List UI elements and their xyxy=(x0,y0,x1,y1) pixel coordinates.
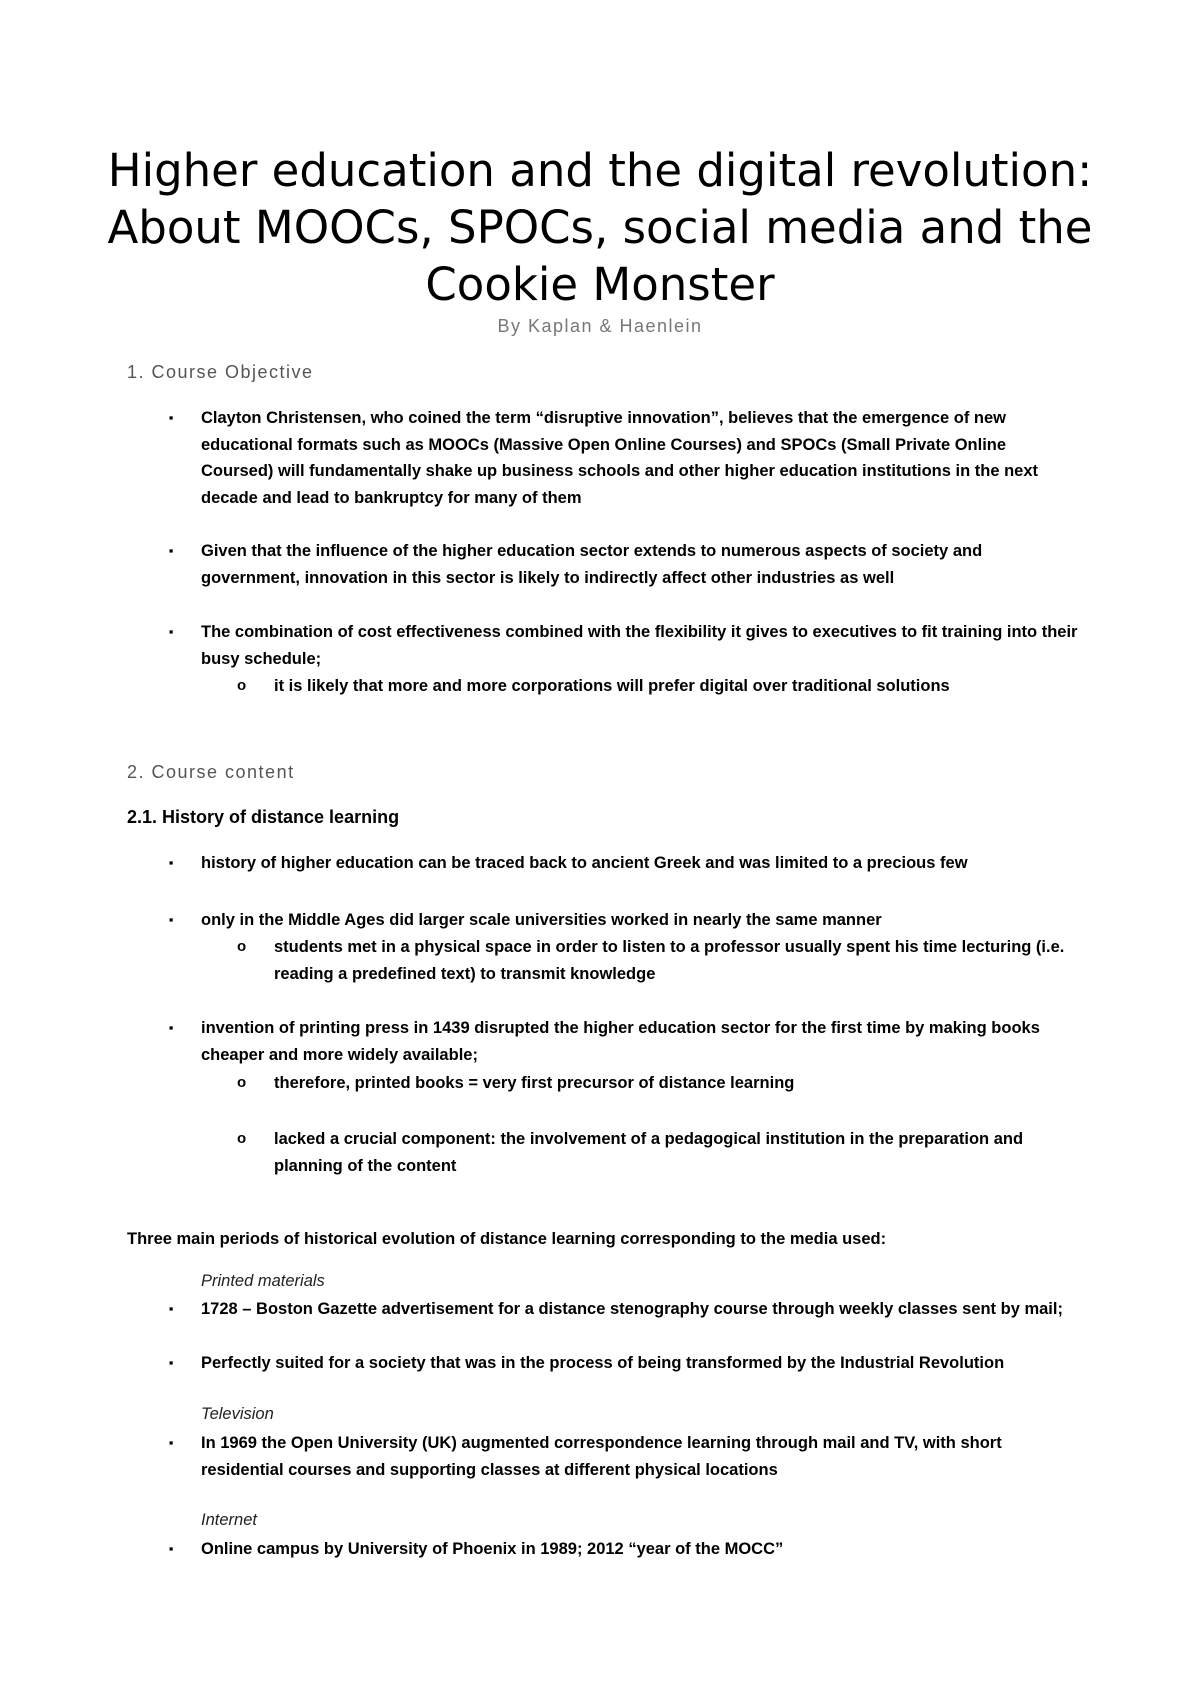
list-item xyxy=(168,619,1081,672)
list-item xyxy=(168,538,1081,591)
list-item-text: Given that the influence of the higher education sector extends to numerous aspects of society and government, innovation in this sector is likely to indirectly affect other industries as well xyxy=(201,542,983,587)
list-item xyxy=(168,405,1081,511)
square-bullet-icon: ▪ xyxy=(168,410,174,425)
list-item xyxy=(168,1430,1081,1483)
sub-list-item xyxy=(237,1126,1074,1179)
list-item xyxy=(168,1296,1081,1323)
square-bullet-icon: ▪ xyxy=(168,912,174,927)
circle-bullet-icon: o xyxy=(237,1074,247,1091)
period-label: Television xyxy=(201,1405,274,1423)
list-item xyxy=(168,850,1081,877)
square-bullet-icon: ▪ xyxy=(168,1355,174,1370)
periods-intro: Three main periods of historical evolution of distance learning corresponding to the media used: xyxy=(127,1230,887,1248)
square-bullet-icon: ▪ xyxy=(168,624,174,639)
list-item-text: 1728 – Boston Gazette advertisement for a distance stenography course through weekly classes sent by mail; xyxy=(201,1300,1063,1318)
list-item-text: The combination of cost effectiveness combined with the flexibility it gives to executives to fit training into their busy schedule; xyxy=(201,623,1078,668)
square-bullet-icon: ▪ xyxy=(168,1435,174,1450)
list-item xyxy=(168,1015,1081,1068)
list-item-text: Online campus by University of Phoenix in 1989; 2012 “year of the MOCC” xyxy=(201,1540,784,1558)
section-heading-course-content: 2. Course content xyxy=(127,762,295,782)
sub-heading-history: 2.1. History of distance learning xyxy=(127,807,400,827)
square-bullet-icon: ▪ xyxy=(168,1541,174,1556)
square-bullet-icon: ▪ xyxy=(168,543,174,558)
list-item-text: only in the Middle Ages did larger scale universities worked in nearly the same manner xyxy=(201,911,882,929)
square-bullet-icon: ▪ xyxy=(168,1301,174,1316)
period-label: Printed materials xyxy=(201,1272,325,1290)
circle-bullet-icon: o xyxy=(237,1130,247,1147)
sub-list-item-text: lacked a crucial component: the involvement of a pedagogical institution in the preparation and planning of the content xyxy=(274,1130,1024,1175)
list-item-text: history of higher education can be traced back to ancient Greek and was limited to a precious few xyxy=(201,854,968,872)
sub-list-item-text: students met in a physical space in order to listen to a professor usually spent his time lecturing (i.e. reading a predefined text) to transmit knowledge xyxy=(274,938,1065,983)
document-title: Higher education and the digital revolution: About MOOCs, SPOCs, social media and the Cookie Monster xyxy=(107,144,1093,311)
sub-list-item-text: therefore, printed books = very first precursor of distance learning xyxy=(274,1074,795,1092)
sub-list-item xyxy=(237,1070,1074,1097)
list-item xyxy=(168,1536,1081,1563)
circle-bullet-icon: o xyxy=(237,677,247,694)
document-authors: By Kaplan & Haenlein xyxy=(497,316,703,336)
period-label: Internet xyxy=(201,1511,257,1529)
sub-list-item xyxy=(237,934,1074,987)
list-item-text: Clayton Christensen, who coined the term “disruptive innovation”, believes that the emergence of new educational formats such as MOOCs (Massive Open Online Courses) and SPOCs (Small Private Online Coursed) will fundamentally shake up business schools and other higher education institutions in the next decade and lead to bankruptcy for many of them xyxy=(201,409,1039,507)
section-heading-course-objective: 1. Course Objective xyxy=(127,362,314,382)
list-item-text: invention of printing press in 1439 disrupted the higher education sector for the first time by making books cheaper and more widely available; xyxy=(201,1019,1040,1064)
square-bullet-icon: ▪ xyxy=(168,1020,174,1035)
sub-list-item-text: it is likely that more and more corporations will prefer digital over traditional solutions xyxy=(274,677,950,695)
list-item xyxy=(168,907,1081,934)
list-item-text: In 1969 the Open University (UK) augmented correspondence learning through mail and TV, with short residential courses and supporting classes at different physical locations xyxy=(201,1434,1002,1479)
square-bullet-icon: ▪ xyxy=(168,855,174,870)
list-item xyxy=(168,1350,1081,1377)
circle-bullet-icon: o xyxy=(237,938,247,955)
sub-list-item xyxy=(237,673,1074,700)
list-item-text: Perfectly suited for a society that was in the process of being transformed by the Industrial Revolution xyxy=(201,1354,1005,1372)
